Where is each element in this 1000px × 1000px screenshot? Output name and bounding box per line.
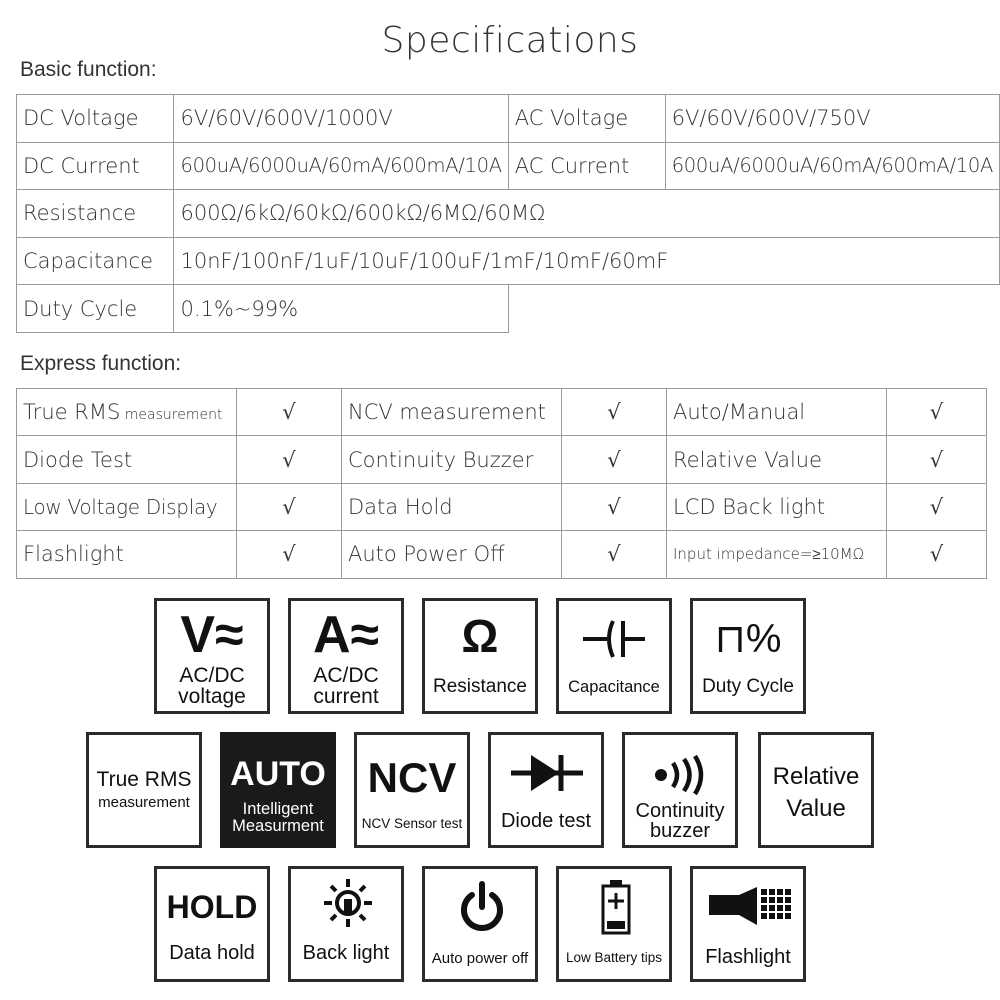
spec-name: Duty Cycle: [17, 285, 174, 333]
capacitance-tile: Capacitance: [556, 598, 672, 714]
check-mark-icon: √: [887, 436, 987, 483]
spec-name: Capacitance: [17, 237, 174, 285]
hold-icon: HOLD: [166, 889, 258, 925]
auto-power-off-tile: Auto power off: [422, 866, 538, 982]
feature-name: Relative Value: [667, 436, 887, 483]
feature-name: Flashlight: [17, 531, 237, 578]
feature-name: Auto Power Off: [342, 531, 562, 578]
table-row: [17, 483, 987, 530]
spec-value: 0.1%~99%: [174, 285, 508, 333]
feature-name: Low Voltage Display: [17, 483, 237, 530]
spec-value: 6V/60V/600V/750V: [665, 95, 999, 143]
spec-value: 600uA/6000uA/60mA/600mA/10A: [174, 142, 508, 190]
feature-name: Data Hold: [342, 483, 562, 530]
spec-value: 10nF/100nF/1uF/10uF/100uF/1mF/10mF/60mF: [174, 237, 1000, 285]
spec-name: DC Current: [17, 142, 174, 190]
relative-value-tile: Relative Value: [758, 732, 874, 848]
feature-name: Diode Test: [17, 436, 237, 483]
duty-cycle-tile: ⊓% Duty Cycle: [690, 598, 806, 714]
spec-value: 6V/60V/600V/1000V: [174, 95, 508, 143]
ncv-tile: NCV NCV Sensor test: [354, 732, 470, 848]
ac-dc-voltage-tile: V≈ AC/DC voltage: [154, 598, 270, 714]
resistance-tile: Ω Resistance: [422, 598, 538, 714]
table-row: [17, 190, 1000, 238]
back-light-tile: Back light: [288, 866, 404, 982]
continuity-buzzer-tile: Continuity buzzer: [622, 732, 738, 848]
ohm-icon: Ω: [461, 610, 499, 662]
check-mark-icon: √: [887, 483, 987, 530]
basic-function-table: [16, 94, 1000, 333]
check-mark-icon: √: [562, 389, 667, 436]
check-mark-icon: √: [562, 436, 667, 483]
spec-value: 600Ω/6kΩ/60kΩ/600kΩ/6MΩ/60MΩ: [174, 190, 1000, 238]
voltage-icon: V≈: [180, 606, 244, 664]
diode-icon: [509, 751, 585, 795]
express-function-table: [16, 388, 987, 579]
table-row: [17, 436, 987, 483]
spec-name: DC Voltage: [17, 95, 174, 143]
auto-measurement-tile: AUTO Intelligent Measurment: [220, 732, 336, 848]
ac-dc-current-tile: A≈ AC/DC current: [288, 598, 404, 714]
table-row: [17, 285, 1000, 333]
feature-name: Auto/Manual: [667, 389, 887, 436]
spec-name: AC Voltage: [508, 95, 665, 143]
check-mark-icon: √: [237, 436, 342, 483]
table-row: [17, 389, 987, 436]
flashlight-icon: [707, 883, 793, 929]
check-mark-icon: √: [562, 531, 667, 578]
data-hold-tile: HOLD Data hold: [154, 866, 270, 982]
check-mark-icon: √: [887, 531, 987, 578]
page-title: Specifications: [381, 20, 639, 61]
check-mark-icon: √: [887, 389, 987, 436]
duty-cycle-icon: ⊓%: [714, 617, 782, 661]
true-rms-tile: True RMS measurement: [86, 732, 202, 848]
low-battery-tile: Low Battery tips: [556, 866, 672, 982]
auto-icon: AUTO: [230, 755, 326, 793]
feature-name: NCV measurement: [342, 389, 562, 436]
table-row: [17, 531, 987, 578]
table-row: [17, 95, 1000, 143]
feature-name: Input impedance=≥10MΩ: [667, 531, 887, 578]
check-mark-icon: √: [237, 483, 342, 530]
table-row: [17, 142, 1000, 190]
diode-test-tile: Diode test: [488, 732, 604, 848]
battery-icon: [601, 879, 631, 935]
spec-value: 600uA/6000uA/60mA/600mA/10A: [665, 142, 999, 190]
basic-function-label: Basic function:: [20, 58, 157, 81]
feature-name: LCD Back light: [667, 483, 887, 530]
feature-name: Continuity Buzzer: [342, 436, 562, 483]
check-mark-icon: √: [562, 483, 667, 530]
buzzer-icon: [653, 755, 707, 795]
table-row: [17, 237, 1000, 285]
express-function-label: Express function:: [20, 352, 182, 375]
spec-name: Resistance: [17, 190, 174, 238]
feature-name: True RMS measurement: [17, 389, 237, 436]
check-mark-icon: √: [237, 531, 342, 578]
spec-name: AC Current: [508, 142, 665, 190]
ncv-icon: NCV: [367, 754, 457, 801]
power-icon: [457, 881, 507, 935]
capacitor-icon: [581, 617, 647, 661]
check-mark-icon: √: [237, 389, 342, 436]
flashlight-tile: Flashlight: [690, 866, 806, 982]
light-bulb-icon: [322, 877, 374, 929]
current-icon: A≈: [312, 606, 380, 664]
